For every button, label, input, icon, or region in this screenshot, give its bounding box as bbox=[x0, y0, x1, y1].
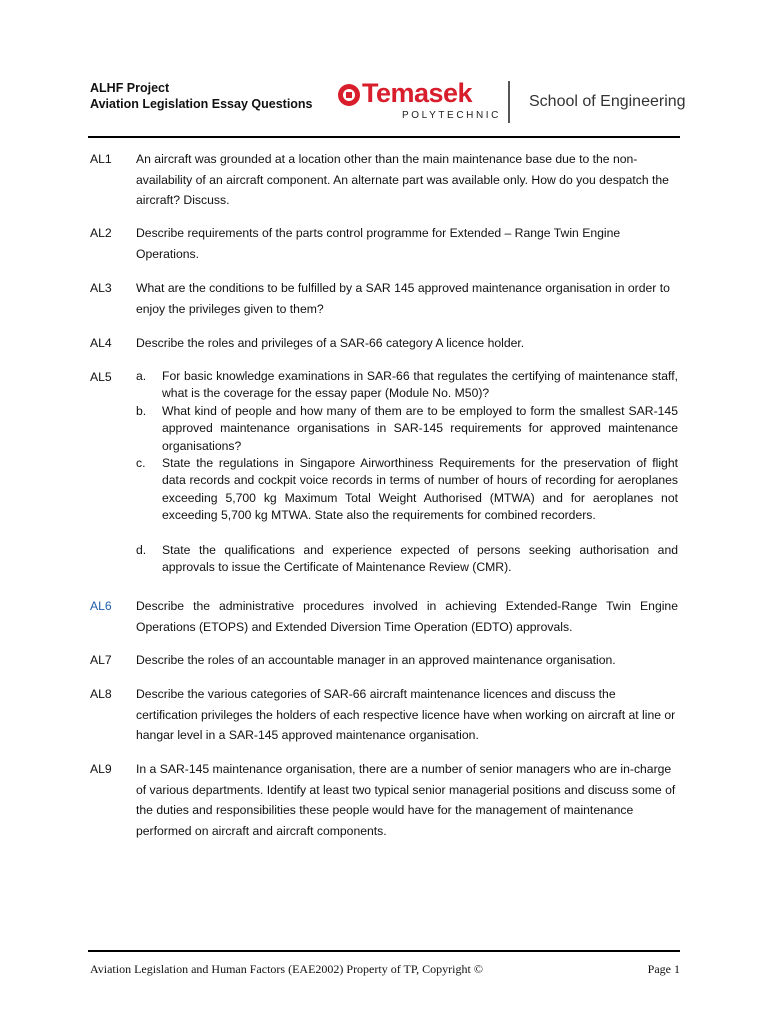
part-letter: c. bbox=[136, 456, 146, 470]
question-text: Describe requirements of the parts control programme for Extended – Range Twin Engine Operations. bbox=[136, 226, 621, 261]
part-text: State the regulations in Singapore Airworthiness Requirements for the preservation of flight data records and cockpit voice records in terms of number of hours of recording for aeroplanes exceeding 5,700 kg Maximum Total Weight Authorised (MTWA) and for aeroplanes not exceeding 5,700 kg MTWA. State also the requirements for combined recorders. bbox=[162, 456, 678, 522]
question-text: Describe the administrative procedures involved in achieving Extended-Range Twin Engine Operations (ETOPS) and Extended Diversion Time Operation (EDTO) approvals. bbox=[136, 599, 678, 634]
document-header bbox=[90, 80, 313, 112]
question-text: Describe the roles and privileges of a SAR-66 category A licence holder. bbox=[136, 336, 525, 350]
part-text: What kind of people and how many of them are to be employed to form the smallest SAR-145 approved maintenance organisations in SAR-145 requirements for approved maintenance organisations? bbox=[162, 404, 678, 453]
question-text: In a SAR-145 maintenance organisation, there are a number of senior managers who are in-charge of various departments. Identify at least two typical senior managerial positions and discuss some of the duties and responsibilities these people would have for the management of maintenance performed on aircraft and aircraft components. bbox=[136, 762, 676, 838]
part-letter: a. bbox=[136, 369, 147, 383]
temasek-emblem-icon bbox=[338, 84, 360, 106]
page-number: Page 1 bbox=[647, 962, 680, 976]
question-number: AL9 bbox=[90, 762, 112, 776]
question-text: Describe the roles of an accountable manager in an approved maintenance organisation. bbox=[136, 653, 616, 667]
question-text: What are the conditions to be fulfilled by a SAR 145 approved maintenance organisation in order to enjoy the privileges given to them? bbox=[136, 281, 670, 316]
part-text: For basic knowledge examinations in SAR-66 that regulates the certifying of maintenance staff, what is the coverage for the essay paper (Module No. M50)? bbox=[162, 369, 678, 401]
question-number: AL3 bbox=[90, 281, 112, 295]
logo-subtitle: POLYTECHNIC bbox=[402, 110, 501, 121]
logo-name: Temasek bbox=[362, 78, 473, 108]
question-number: AL2 bbox=[90, 226, 112, 240]
question-text: An aircraft was grounded at a location other than the main maintenance base due to the non-availability of an aircraft component. An alternate part was available only. How do you despatch the aircraft? Discuss. bbox=[136, 152, 669, 207]
part-letter: b. bbox=[136, 404, 147, 418]
header-rule bbox=[88, 136, 680, 138]
project-title: ALHF Project bbox=[90, 81, 170, 95]
header-divider bbox=[508, 81, 510, 123]
part-text: State the qualifications and experience expected of persons seeking authorisation and approvals to issue the Certificate of Maintenance Review (CMR). bbox=[162, 543, 678, 575]
footer-rule bbox=[88, 950, 680, 952]
question-number: AL5 bbox=[90, 370, 112, 384]
footer-course: Aviation Legislation and Human Factors (EAE2002) Property of TP, Copyright © bbox=[90, 962, 483, 976]
question-number: AL6 bbox=[90, 599, 112, 613]
part-letter: d. bbox=[136, 543, 147, 557]
question-text: Describe the various categories of SAR-66 aircraft maintenance licences and discuss the certification privileges the holders of each respective licence have when working on aircraft at line or hangar level in a SAR-145 approved maintenance organisation. bbox=[136, 687, 676, 742]
document-title: Aviation Legislation Essay Questions bbox=[90, 97, 313, 111]
question-number: AL1 bbox=[90, 152, 112, 166]
school-name: School of Engineering bbox=[529, 93, 686, 110]
temasek-logo bbox=[338, 78, 501, 126]
question-number: AL4 bbox=[90, 336, 112, 350]
question-number: AL8 bbox=[90, 687, 112, 701]
question-number: AL7 bbox=[90, 653, 112, 667]
